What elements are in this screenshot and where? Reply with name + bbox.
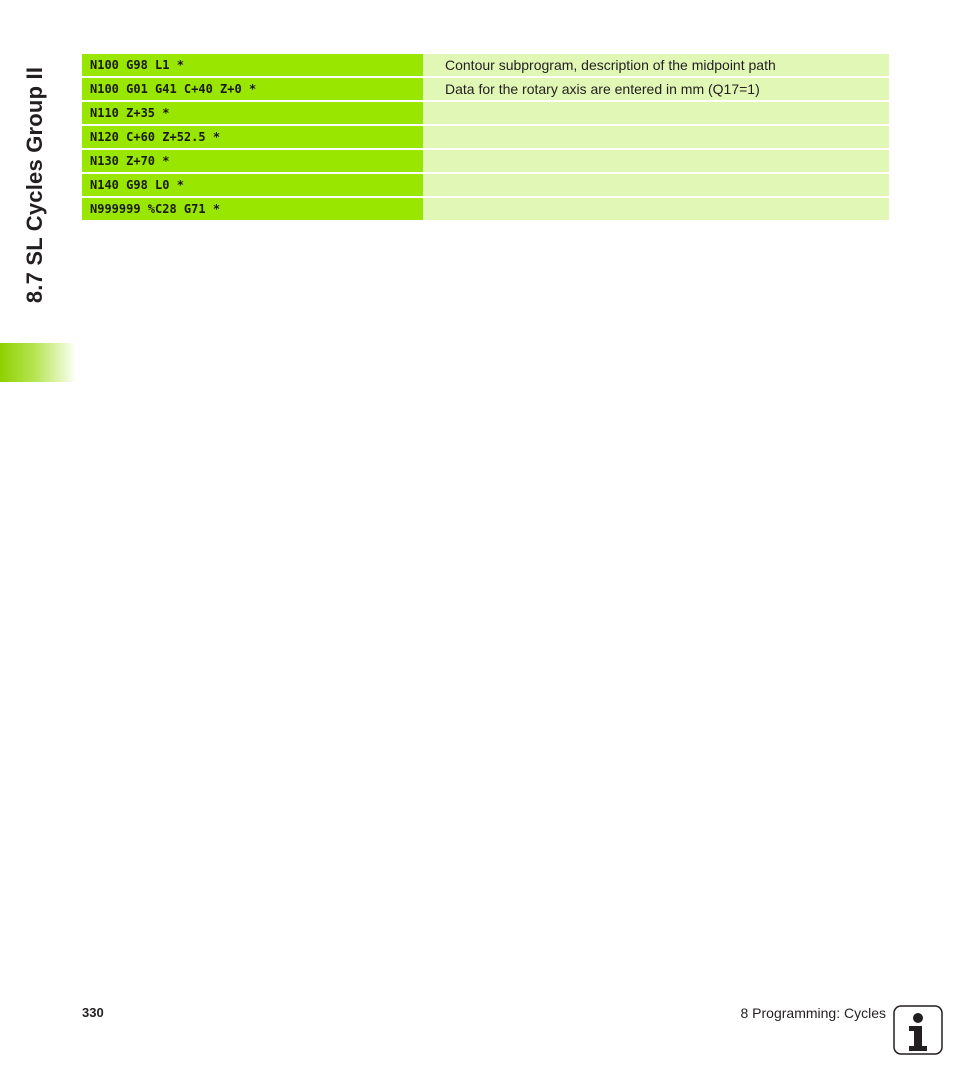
- section-title-vertical: [5, 50, 65, 320]
- table-row: [82, 150, 889, 172]
- nc-code-cell: N120 C+60 Z+52.5 *: [82, 126, 423, 148]
- footer-chapter-title: 8 Programming: Cycles: [740, 1005, 886, 1021]
- nc-code-cell: N999999 %C28 G71 *: [82, 198, 423, 220]
- nc-code-cell: N110 Z+35 *: [82, 102, 423, 124]
- nc-code-cell: N100 G98 L1 *: [82, 54, 423, 76]
- comment-cell: [423, 198, 889, 220]
- page-number: 330: [82, 1005, 104, 1020]
- table-row: [82, 174, 889, 196]
- comment-cell: [423, 126, 889, 148]
- comment-cell: Data for the rotary axis are entered in mm (Q17=1): [423, 78, 889, 100]
- comment-cell: [423, 174, 889, 196]
- table-row: [82, 198, 889, 220]
- nc-code-cell: N140 G98 L0 *: [82, 174, 423, 196]
- nc-code-cell: N100 G01 G41 C+40 Z+0 *: [82, 78, 423, 100]
- section-title: 8.7 SL Cycles Group II: [22, 66, 47, 304]
- chapter-thumb-tab: [0, 343, 76, 382]
- nc-code-cell: N130 Z+70 *: [82, 150, 423, 172]
- nc-program-table: [82, 54, 889, 222]
- comment-cell: Contour subprogram, description of the midpoint path: [423, 54, 889, 76]
- table-row: [82, 54, 889, 76]
- comment-cell: [423, 150, 889, 172]
- table-row: [82, 78, 889, 100]
- comment-cell: [423, 102, 889, 124]
- table-row: [82, 102, 889, 124]
- table-row: [82, 126, 889, 148]
- info-icon: [893, 1005, 943, 1055]
